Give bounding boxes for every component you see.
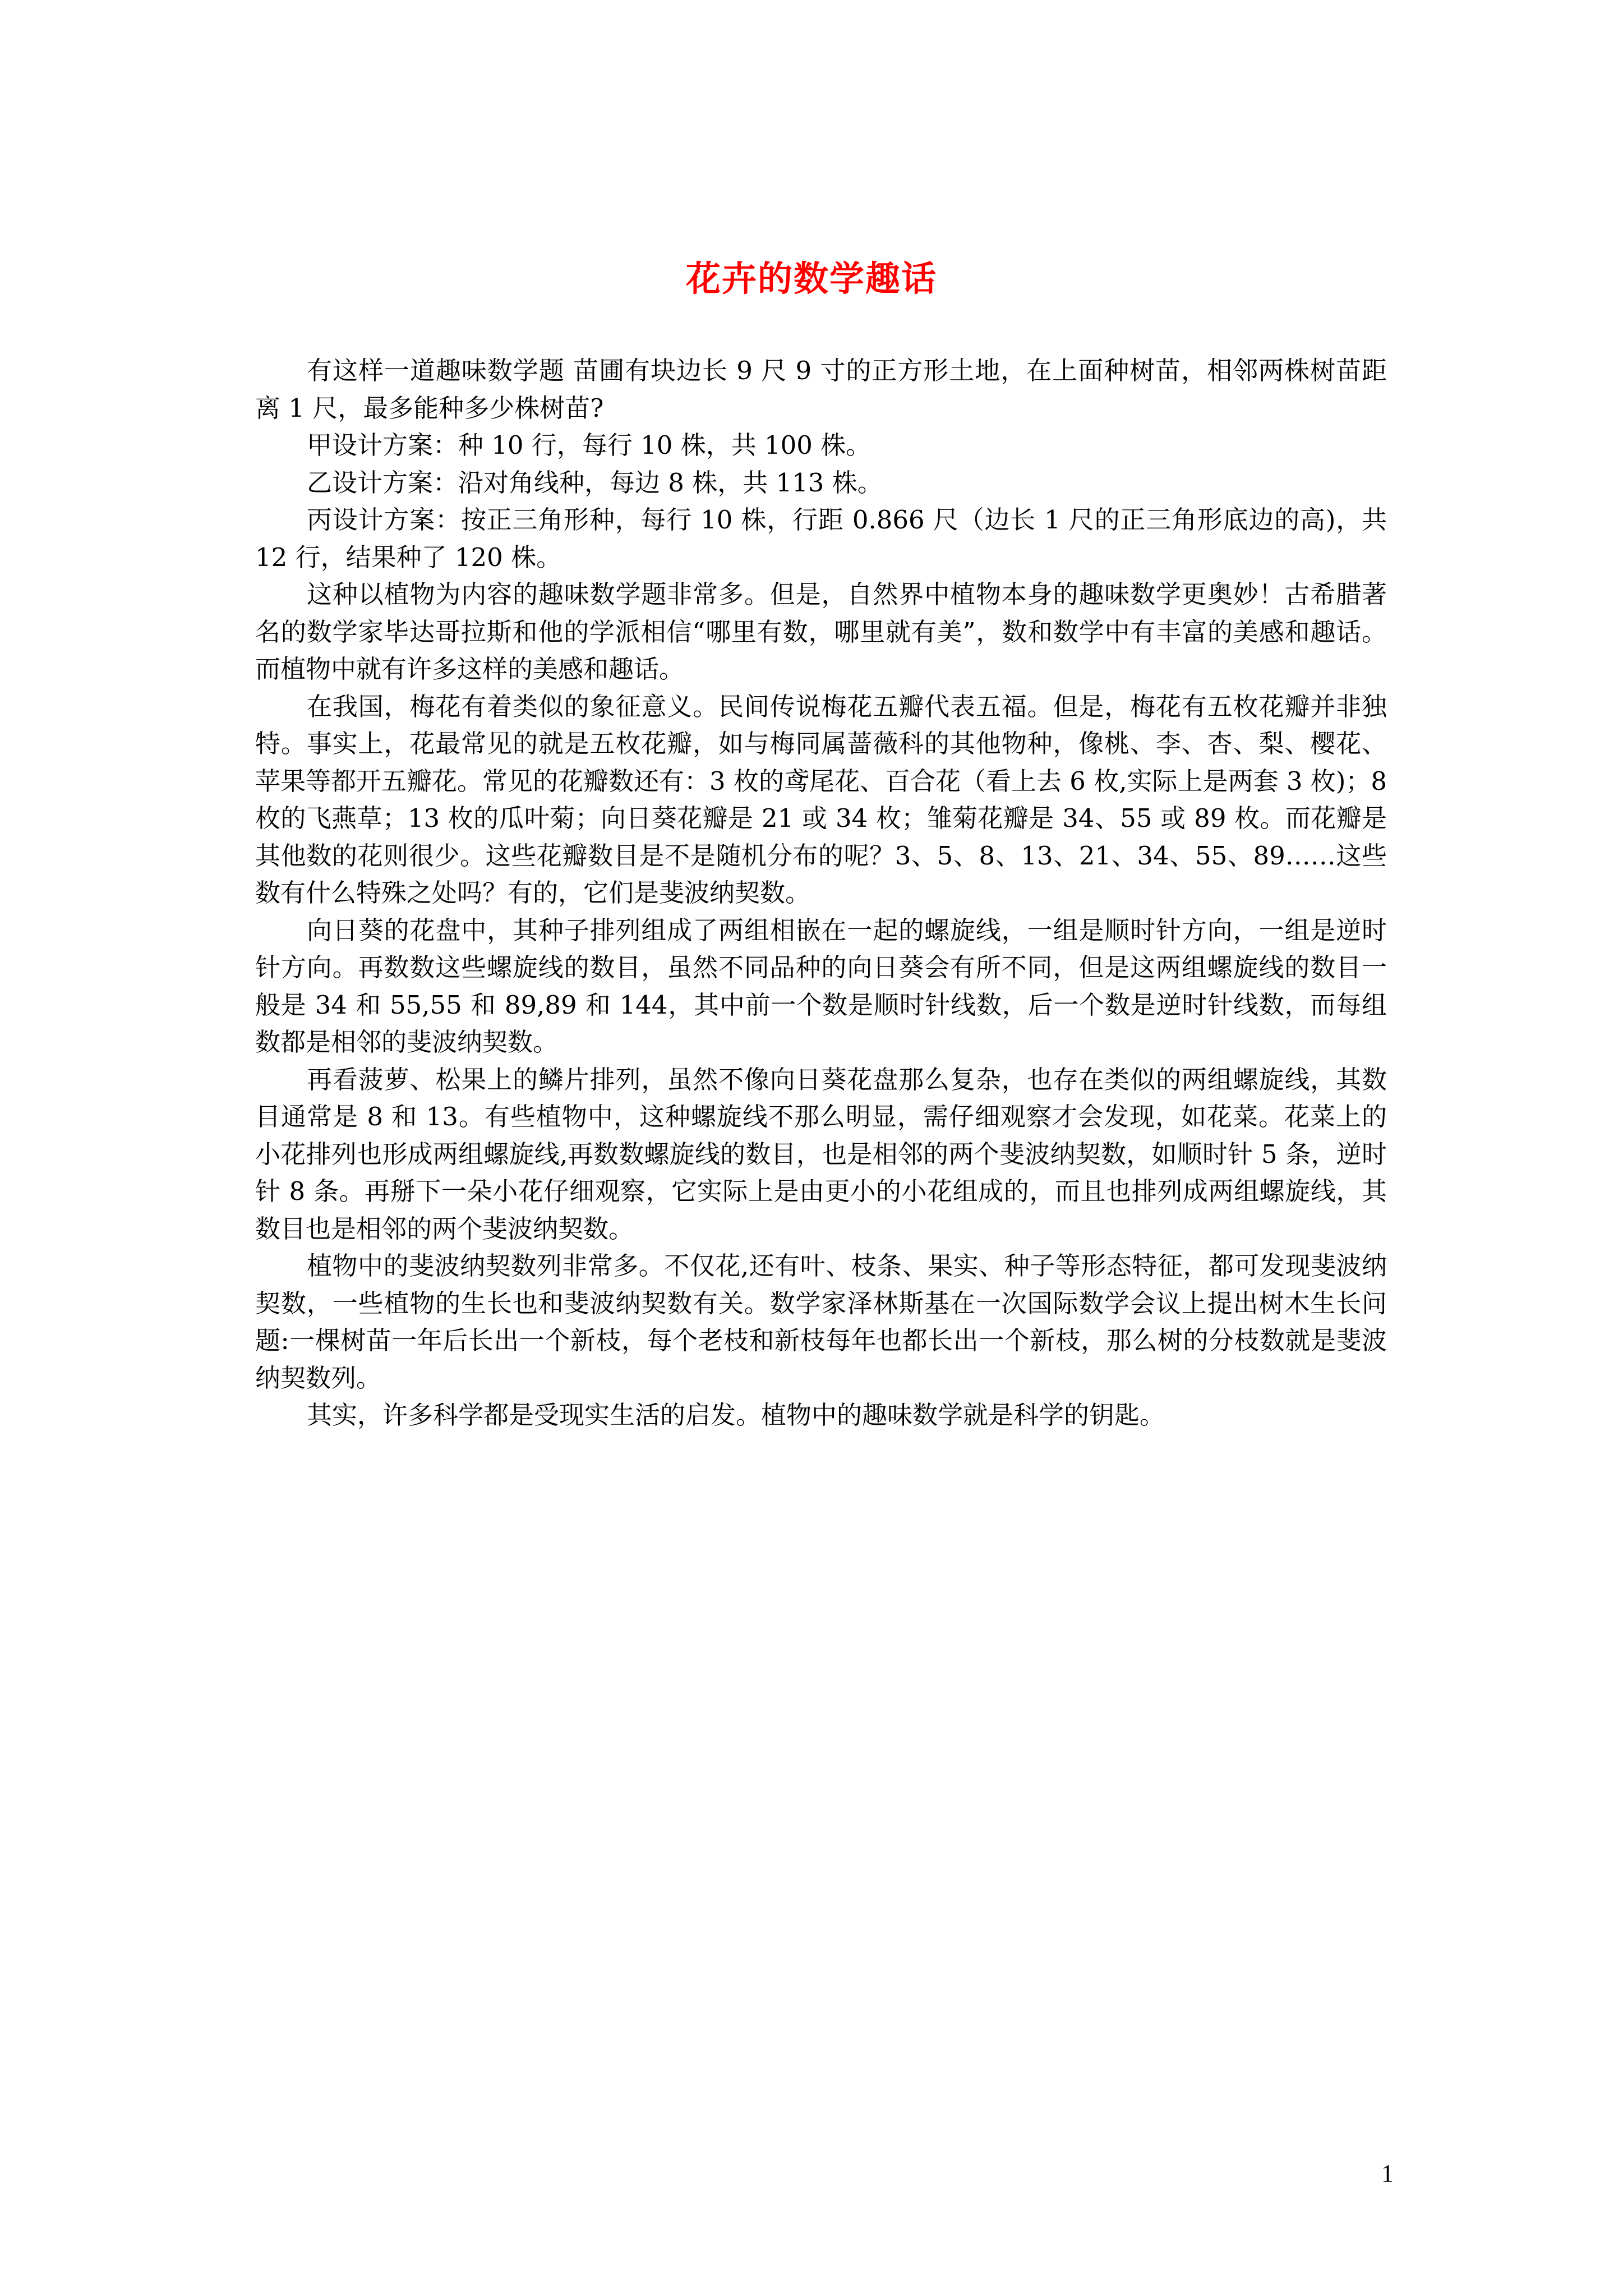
- paragraph-plan-c: 丙设计方案：按正三角形种，每行 10 株，行距 0.866 尺（边长 1 尺的正三角形底边的高)，共 12 行，结果种了 120 株。: [255, 505, 1387, 572]
- paragraph-pineapple: 再看菠萝、松果上的鳞片排列，虽然不像向日葵花盘那么复杂，也存在类似的两组螺旋线，其数目通常是 8 和 13。有些植物中，这种螺旋线不那么明显，需仔细观察才会发现，如花菜。花菜上的小花排列也形成两组螺旋线,再数数螺旋线的数目，也是相邻的两个斐波纳契数，如顺时针 5 条，逆时针 8 条。再掰下一朵小花仔细观察，它实际上是由更小的小花组成的，而且也排列成两组螺旋线，其数目也是相邻的两个斐波纳契数。: [255, 1064, 1387, 1244]
- document-title: 花卉的数学趣话: [685, 257, 937, 299]
- document-body: [255, 352, 1387, 1434]
- paragraph-plan-a: 甲设计方案：种 10 行，每行 10 株，共 100 株。: [307, 430, 872, 460]
- paragraph-sunflower: 向日葵的花盘中，其种子排列组成了两组相嵌在一起的螺旋线，一组是顺时针方向，一组是逆时针方向。再数数这些螺旋线的数目，虽然不同品种的向日葵会有所不同，但是这两组螺旋线的数目一般是 34 和 55,55 和 89,89 和 144，其中前一个数是顺时针线数，后一个数是逆时针线数，而每组数都是相邻的斐波纳契数。: [255, 915, 1387, 1057]
- paragraph-fibonacci: 植物中的斐波纳契数列非常多。不仅花,还有叶、枝条、果实、种子等形态特征，都可发现斐波纳契数，一些植物的生长也和斐波纳契数有关。数学家泽林斯基在一次国际数学会议上提出树木生长问题:一棵树苗一年后长出一个新枝，每个老枝和新枝每年也都长出一个新枝，那么树的分枝数就是斐波纳契数列。: [255, 1251, 1387, 1393]
- page-number: 1: [1381, 2160, 1394, 2187]
- paragraph-plan-b: 乙设计方案：沿对角线种，每边 8 株，共 113 株。: [307, 467, 883, 498]
- paragraph-problem: 有这样一道趣味数学题 苗圃有块边长 9 尺 9 寸的正方形土地，在上面种树苗，相邻两株树苗距离 1 尺，最多能种多少株树苗?: [255, 356, 1387, 423]
- paragraph-conclusion: 其实，许多科学都是受现实生活的启发。植物中的趣味数学就是科学的钥匙。: [307, 1400, 1165, 1430]
- paragraph-intro: 这种以植物为内容的趣味数学题非常多。但是，自然界中植物本身的趣味数学更奥妙！古希腊著名的数学家毕达哥拉斯和他的学派相信“哪里有数，哪里就有美”，数和数学中有丰富的美感和趣话。而植物中就有许多这样的美感和趣话。: [255, 579, 1387, 684]
- paragraph-plum-blossom: 在我国，梅花有着类似的象征意义。民间传说梅花五瓣代表五福。但是，梅花有五枚花瓣并非独特。事实上，花最常见的就是五枚花瓣，如与梅同属蔷薇科的其他物种，像桃、李、杏、梨、樱花、苹果等都开五瓣花。常见的花瓣数还有：3 枚的鸢尾花、百合花（看上去 6 枚,实际上是两套 3 枚)；8 枚的飞燕草；13 枚的瓜叶菊；向日葵花瓣是 21 或 34 枚；雏菊花瓣是 34、55 或 89 枚。而花瓣是其他数的花则很少。这些花瓣数目是不是随机分布的呢？3、5、8、13、21、34、55、89……这些数有什么特殊之处吗？有的，它们是斐波纳契数。: [255, 691, 1387, 908]
